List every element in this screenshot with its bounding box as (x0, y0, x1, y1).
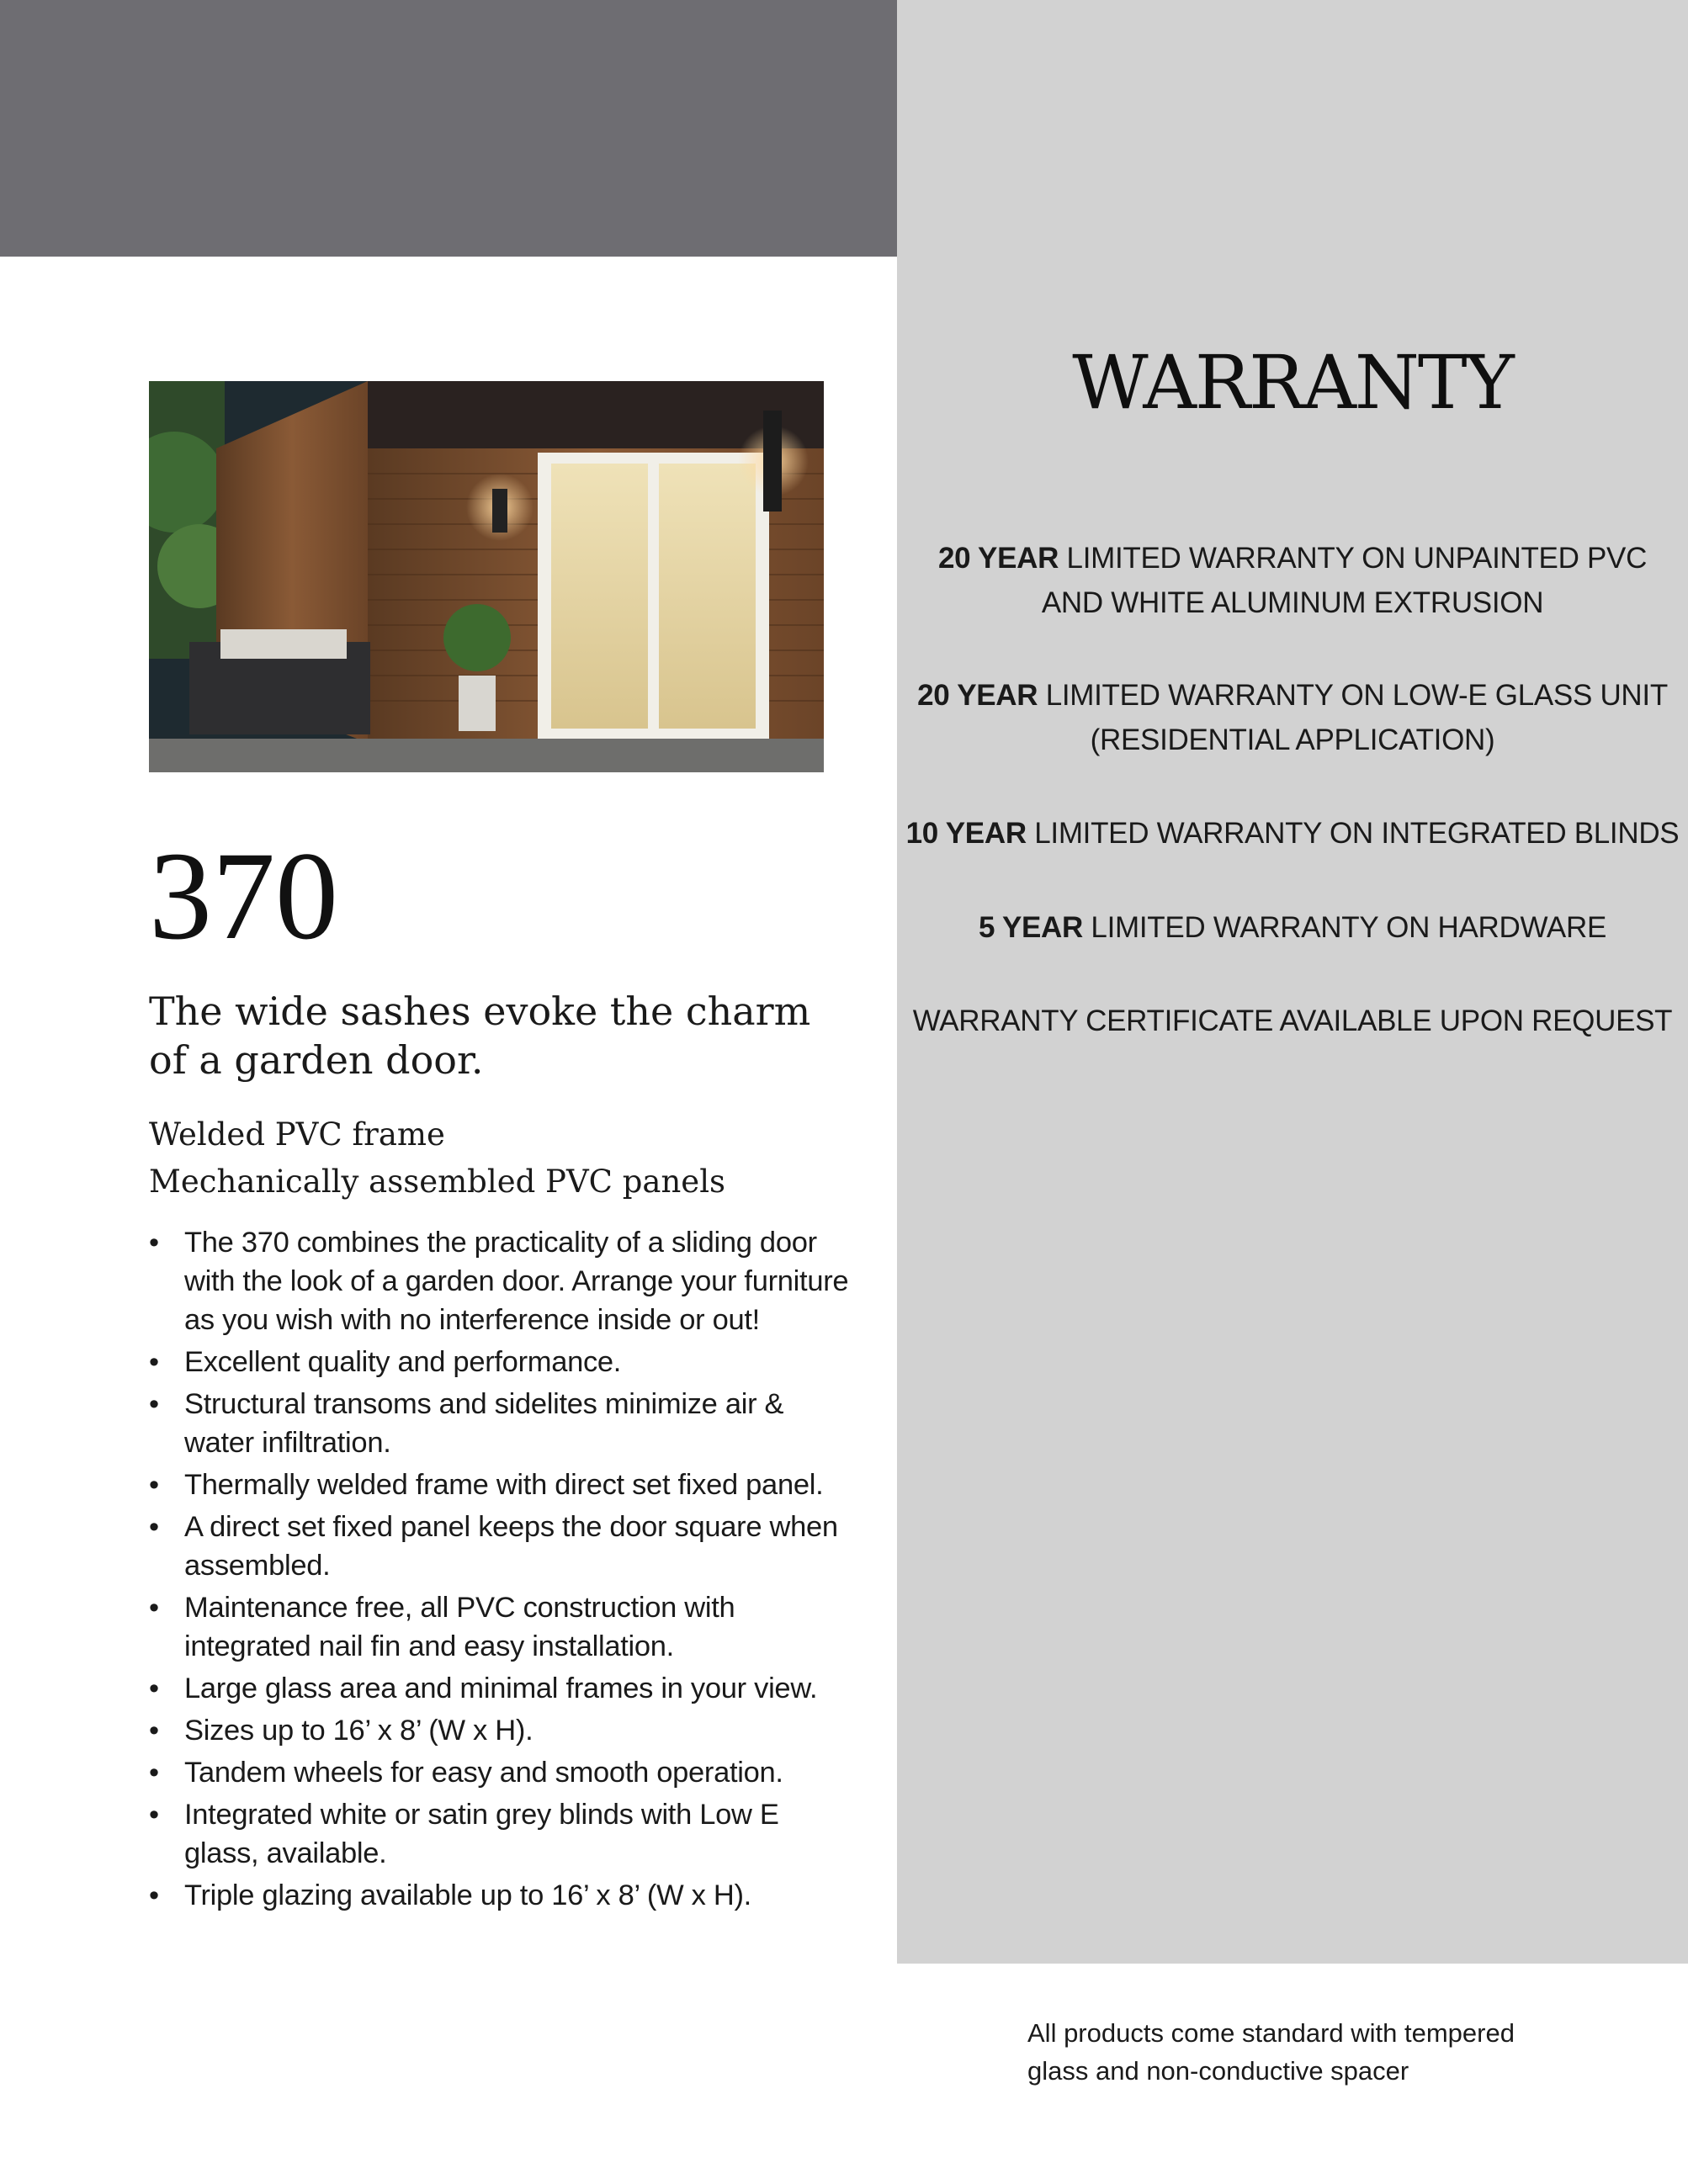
construction-features (149, 1111, 839, 1206)
bullet-icon: • (149, 1511, 159, 1543)
warranty-certificate-note: WARRANTY CERTIFICATE AVAILABLE UPON REQUEST (912, 1005, 1673, 1037)
warranty-item-hardware: 5 YEAR LIMITED WARRANTY ON HARDWARE (979, 911, 1606, 944)
list-item: • Sizes up to 16’ x 8’ (W x H). (149, 1711, 856, 1750)
bullet-icon: • (149, 1592, 159, 1624)
bullet-icon: • (149, 1672, 159, 1704)
footnote: All products come standard with tempered glass and non-conductive spacer (1027, 2018, 1515, 2086)
warranty-item-pvc: 20 YEAR LIMITED WARRANTY ON UNPAINTED PVC AND WHITE ALUMINUM EXTRUSION (937, 542, 1648, 619)
list-item: • A direct set fixed panel keeps the door square when assembled. (149, 1508, 856, 1585)
model-number: 370 (149, 826, 338, 966)
warranty-item-glass: 20 YEAR LIMITED WARRANTY ON LOW-E GLASS UNIT (RESIDENTIAL APPLICATION) (917, 679, 1668, 756)
list-item: • Thermally welded frame with direct set fixed panel. (149, 1466, 856, 1504)
bullet-icon: • (149, 1346, 159, 1378)
bullet-icon: • (149, 1879, 159, 1911)
warranty-item-blinds: 10 YEAR LIMITED WARRANTY ON INTEGRATED BLINDS (905, 817, 1680, 850)
warranty-panel (897, 0, 1688, 1964)
bullet-icon: • (149, 1469, 159, 1501)
feature-list (149, 1223, 856, 1918)
list-item: • Large glass area and minimal frames in your view. (149, 1669, 856, 1708)
product-photo (149, 381, 824, 772)
list-item: • The 370 combines the practicality of a sliding door with the look of a garden door. Arrange your furniture as you wish with no interference inside or out! (149, 1223, 856, 1339)
warranty-title: WARRANTY (1072, 339, 1513, 426)
list-item: • Structural transoms and sidelites minimize air & water infiltration. (149, 1385, 856, 1462)
subfeature-panels: Mechanically assembled PVC panels (149, 1164, 726, 1200)
bullet-icon: • (149, 1715, 159, 1747)
list-item: • Maintenance free, all PVC construction with integrated nail fin and easy installation. (149, 1588, 856, 1666)
patio-door-photo (149, 381, 824, 772)
list-item: • Excellent quality and performance. (149, 1343, 856, 1381)
bullet-icon: • (149, 1799, 159, 1831)
subfeature-frame: Welded PVC frame (149, 1116, 445, 1153)
bullet-icon: • (149, 1388, 159, 1420)
header-band (0, 0, 897, 257)
product-tagline: The wide sashes evoke the charm of a garden door. (149, 989, 811, 1083)
list-item: • Triple glazing available up to 16’ x 8’ (W x H). (149, 1876, 856, 1915)
bullet-icon: • (149, 1757, 159, 1789)
list-item: • Integrated white or satin grey blinds with Low E glass, available. (149, 1795, 856, 1873)
bullet-icon: • (149, 1227, 159, 1259)
list-item: • Tandem wheels for easy and smooth operation. (149, 1753, 856, 1792)
